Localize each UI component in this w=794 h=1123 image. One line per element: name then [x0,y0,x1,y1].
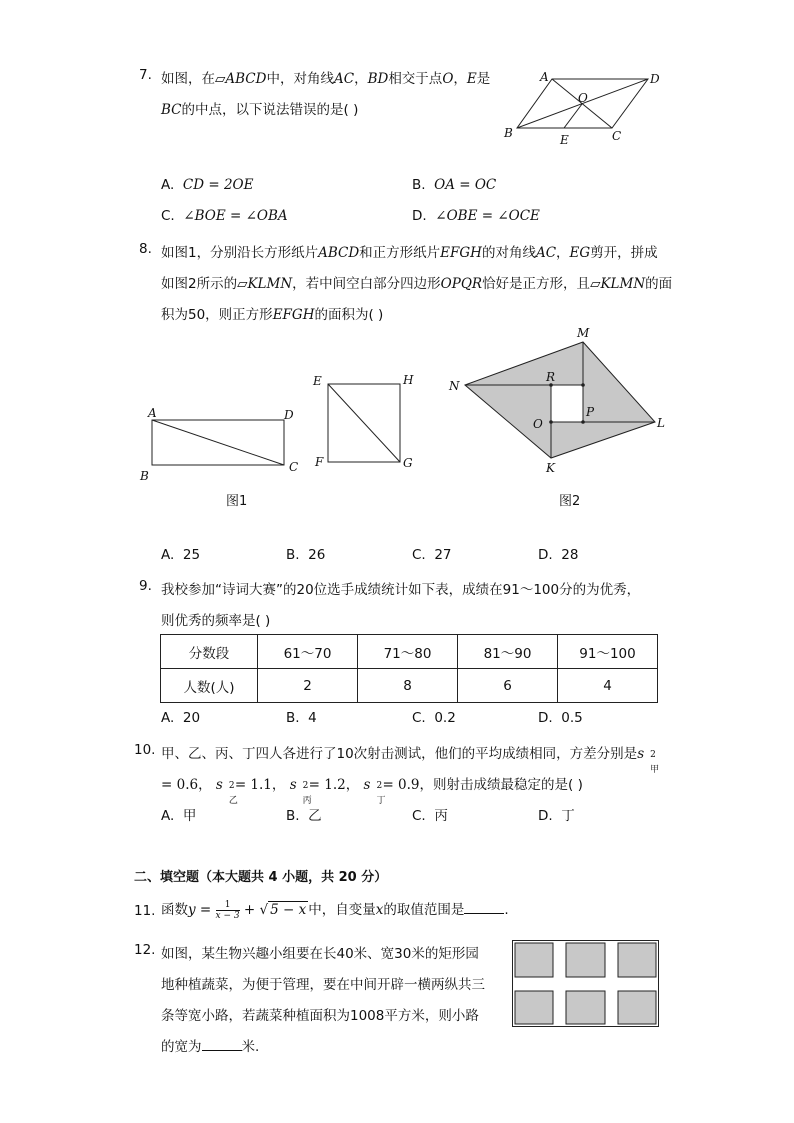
option-text: 甲 [182,808,197,824]
q8-square-label-h: H [403,373,414,387]
q8-text: 和正方形纸片 [359,245,441,261]
q10-variance-symbol: s [363,777,371,793]
question-8-line-3 [161,303,383,323]
option-text: 丙 [434,808,448,824]
option-label: A. [161,710,175,726]
option-text: 0.2 [434,710,456,726]
q10-option-d[interactable] [538,804,575,824]
question-10-line-1 [161,742,660,775]
q8-fig2-label-k: K [546,461,555,475]
q8-text: ，若中间空白部分四边形 [292,276,441,292]
question-9-line-2: 则优秀的频率是( ) [161,613,271,629]
q10-variance-symbol: s [637,746,645,762]
q10-subscript-jia: 甲 [650,765,660,775]
q11-plus: + [243,902,256,918]
option-label: B. [286,808,300,824]
q8-text: 如图2所示的 [161,276,238,292]
q10-subscript-ding: 丁 [376,796,386,806]
q8-text: ， [556,245,570,261]
question-9-line-1: 我校参加“诗词大赛”的20位选手成绩统计如下表，成绩在91～100分的为优秀， [161,582,641,598]
q8-square-label-g: G [403,456,413,470]
q8-fig1-caption: 图1 [226,494,248,509]
q8-option-a[interactable] [161,547,200,563]
q10-text: 甲、乙、丙、丁四人各进行了10次射击测试，他们的平均成绩相同，方差分别是 [161,746,638,762]
question-12-line-4 [161,1035,259,1055]
q7-parallelogram-figure [500,64,670,150]
question-12-line-1: 如图，某生物兴趣小组要在长40米、宽30米的矩形园 [161,946,479,962]
table-cell: 4 [558,669,658,703]
q11-fraction-numerator: 1 [216,900,240,911]
q8-fig2-label-o: O [533,417,543,431]
table-cell: 人数(人) [161,669,258,703]
option-label: D. [538,808,553,824]
q9-option-c[interactable] [412,710,456,726]
q8-fig2-label-n: N [449,379,460,393]
q8-fig2-label-r: R [546,370,556,384]
q8-parallelogram-name: ▱KLMN [237,276,293,292]
option-text: 0.5 [561,710,583,726]
q9-option-b[interactable] [286,710,317,726]
q8-text: 恰好是正方形，且 [482,276,591,292]
q7-text: 的中点，以下说法错误的是( ) [181,102,359,118]
q8-option-d[interactable] [538,547,578,563]
q10-superscript: 2 [302,781,309,791]
question-7-line-2 [161,98,358,118]
question-10-line-2 [161,773,583,806]
q8-diagonal-eg: EG [569,245,591,261]
q8-fig2-label-p: P [586,405,595,419]
q11-sqrt-body: 5 − x [270,902,307,918]
q7-text: ， [453,71,467,87]
q8-quad-name: OPQR [440,276,483,292]
q8-fig2-label-l: L [657,416,665,430]
q7-fig-label-b: B [504,126,513,140]
q10-variance-symbol: s [289,777,297,793]
question-12-number: 12. [134,942,156,958]
question-7-line-1 [161,67,490,87]
q9-score-table [160,634,658,703]
q8-diagonal-ac: AC [535,245,557,261]
option-label: C. [412,710,426,726]
q7-text: 如图，在 [161,71,215,87]
option-text: 25 [182,547,201,563]
option-label: C. [412,547,426,563]
option-label: C. [161,208,175,224]
q11-text: . [504,902,509,918]
q11-text: 的取值范围是 [383,902,465,918]
question-11-number: 11. [134,903,156,919]
table-header-cell: 61～70 [258,635,358,669]
q11-text: 中，自变量 [308,902,376,918]
question-8-line-1 [161,241,658,261]
option-text: OA = OC [434,177,497,193]
q8-figure-1-rectangle [136,400,306,512]
option-label: A. [161,808,175,824]
option-label: D. [412,208,427,224]
q12-text: 的宽为 [161,1039,202,1055]
q10-subscript-yi: 乙 [228,796,238,806]
q11-function-lhs: y = [188,902,212,918]
q7-option-d[interactable] [412,208,540,224]
q7-text: 中，对角线 [266,71,334,87]
question-8-line-2 [161,272,672,292]
table-header-cell: 81～90 [458,635,558,669]
q8-text: 的面 [645,276,673,292]
q7-text: 是 [476,71,491,87]
q10-option-c[interactable] [412,804,448,824]
q8-square-efgh [310,370,420,476]
table-cell: 8 [358,669,458,703]
table-row [161,669,658,703]
question-9-number: 9. [139,578,152,594]
q7-option-c[interactable] [161,208,288,224]
option-text: ∠OBE = ∠OCE [435,208,540,224]
q8-text: 的对角线 [481,245,536,261]
q11-text: 函数 [161,902,188,918]
q8-fig1-label-b: B [140,469,149,483]
q8-fig1-label-d: D [284,408,294,422]
q8-text: 如图1，分别沿长方形纸片 [161,245,319,261]
option-text: CD = 2OE [182,177,254,193]
q10-variance-symbol: s [215,777,223,793]
q12-answer-blank[interactable] [202,1038,242,1051]
q7-fig-label-o: O [578,91,588,105]
q10-text: 则射击成绩最稳定的是( ) [433,777,583,793]
q7-fig-label-e: E [560,133,569,147]
q12-garden-figure [512,940,662,1028]
q9-option-d[interactable] [538,710,583,726]
q7-option-b[interactable] [412,177,496,193]
option-text: 28 [561,547,579,563]
q8-square-label-f: F [315,455,324,469]
q8-text: 的面积为( ) [314,307,384,323]
option-text: 乙 [308,808,322,824]
option-label: A. [161,177,175,193]
question-12-line-3: 条等宽小路，若蔬菜种植面积为1008平方米，则小路 [161,1008,479,1024]
q8-parallelogram-name: ▱KLMN [590,276,646,292]
q8-fig1-label-a: A [148,406,157,420]
section-2-title: 二、填空题（本大题共 4 小题，共 20 分） [134,870,388,885]
q10-value-yi: = 1.1， [234,777,286,793]
q7-parallelogram-name: ▱ABCD [215,71,267,87]
q10-superscript: 2 [376,781,383,791]
table-header-cell: 71～80 [358,635,458,669]
q8-text: 积为50，则正方形 [161,307,273,323]
option-text: 4 [308,710,317,726]
q8-rect-name: ABCD [318,245,360,261]
q11-fraction [216,900,240,921]
option-label: D. [538,710,553,726]
option-text: 丁 [561,808,575,824]
q7-diagonal-bd: BD [367,71,389,87]
table-row [161,635,658,669]
table-header-cell: 分数段 [161,635,258,669]
q8-figure-2-parallelogram [445,322,675,512]
table-header-cell: 91～100 [558,635,658,669]
q10-superscript: 2 [228,781,235,791]
q8-square-label-e: E [313,374,322,388]
question-12-line-2: 地种植蔬菜，为便于管理，要在中间开辟一横两纵共三 [161,977,485,993]
q11-answer-blank[interactable] [464,901,504,914]
q7-point-e: E [466,71,477,87]
q9-option-a[interactable] [161,710,200,726]
q8-fig2-label-m: M [577,326,590,340]
q8-fig2-caption: 图2 [559,494,581,509]
option-label: C. [412,808,426,824]
option-label: B. [286,710,300,726]
q8-text: 剪开，拼成 [590,245,658,261]
q7-text: ， [354,71,368,87]
q10-superscript: 2 [650,750,656,760]
option-text: ∠BOE = ∠OBA [183,208,288,224]
q8-option-b[interactable] [286,547,325,563]
question-8-number: 8. [139,241,152,257]
option-label: A. [161,547,175,563]
q7-segment-bc: BC [161,102,182,118]
q7-option-a[interactable] [161,177,253,193]
option-text: 20 [182,710,201,726]
q7-fig-label-d: D [650,72,660,86]
question-7-number: 7. [139,67,152,83]
q10-value-jia: = 0.6， [161,777,212,793]
q10-subscript-bing: 丙 [302,796,312,806]
q7-fig-label-a: A [540,70,549,84]
table-cell: 2 [258,669,358,703]
option-text: 26 [308,547,326,563]
q10-option-b[interactable] [286,804,322,824]
q8-square-name: EFGH [440,245,482,261]
q7-point-o: O [442,71,454,87]
q8-fig1-label-c: C [289,460,299,474]
option-label: B. [412,177,426,193]
q10-value-bing: = 1.2， [308,777,360,793]
q10-value-ding: = 0.9， [382,777,434,793]
question-11-line: 函数y = $\frac{1}{x - 3}$ + √ 5 − x 中，自变量x的取值范围是 . [161,899,509,921]
q11-variable-x: x [375,902,384,918]
option-text: 27 [434,547,452,563]
q10-option-a[interactable] [161,804,196,824]
table-cell: 6 [458,669,558,703]
question-10-number: 10. [134,742,156,758]
q8-square-name: EFGH [272,307,315,323]
q7-diagonal-ac: AC [333,71,355,87]
q11-fraction-denominator: x − 3 [215,910,240,921]
q8-option-c[interactable] [412,547,452,563]
q12-text: 米. [241,1039,260,1055]
option-label: D. [538,547,553,563]
q7-fig-label-c: C [612,129,622,143]
option-label: B. [286,547,300,563]
q7-text: 相交于点 [388,71,443,87]
